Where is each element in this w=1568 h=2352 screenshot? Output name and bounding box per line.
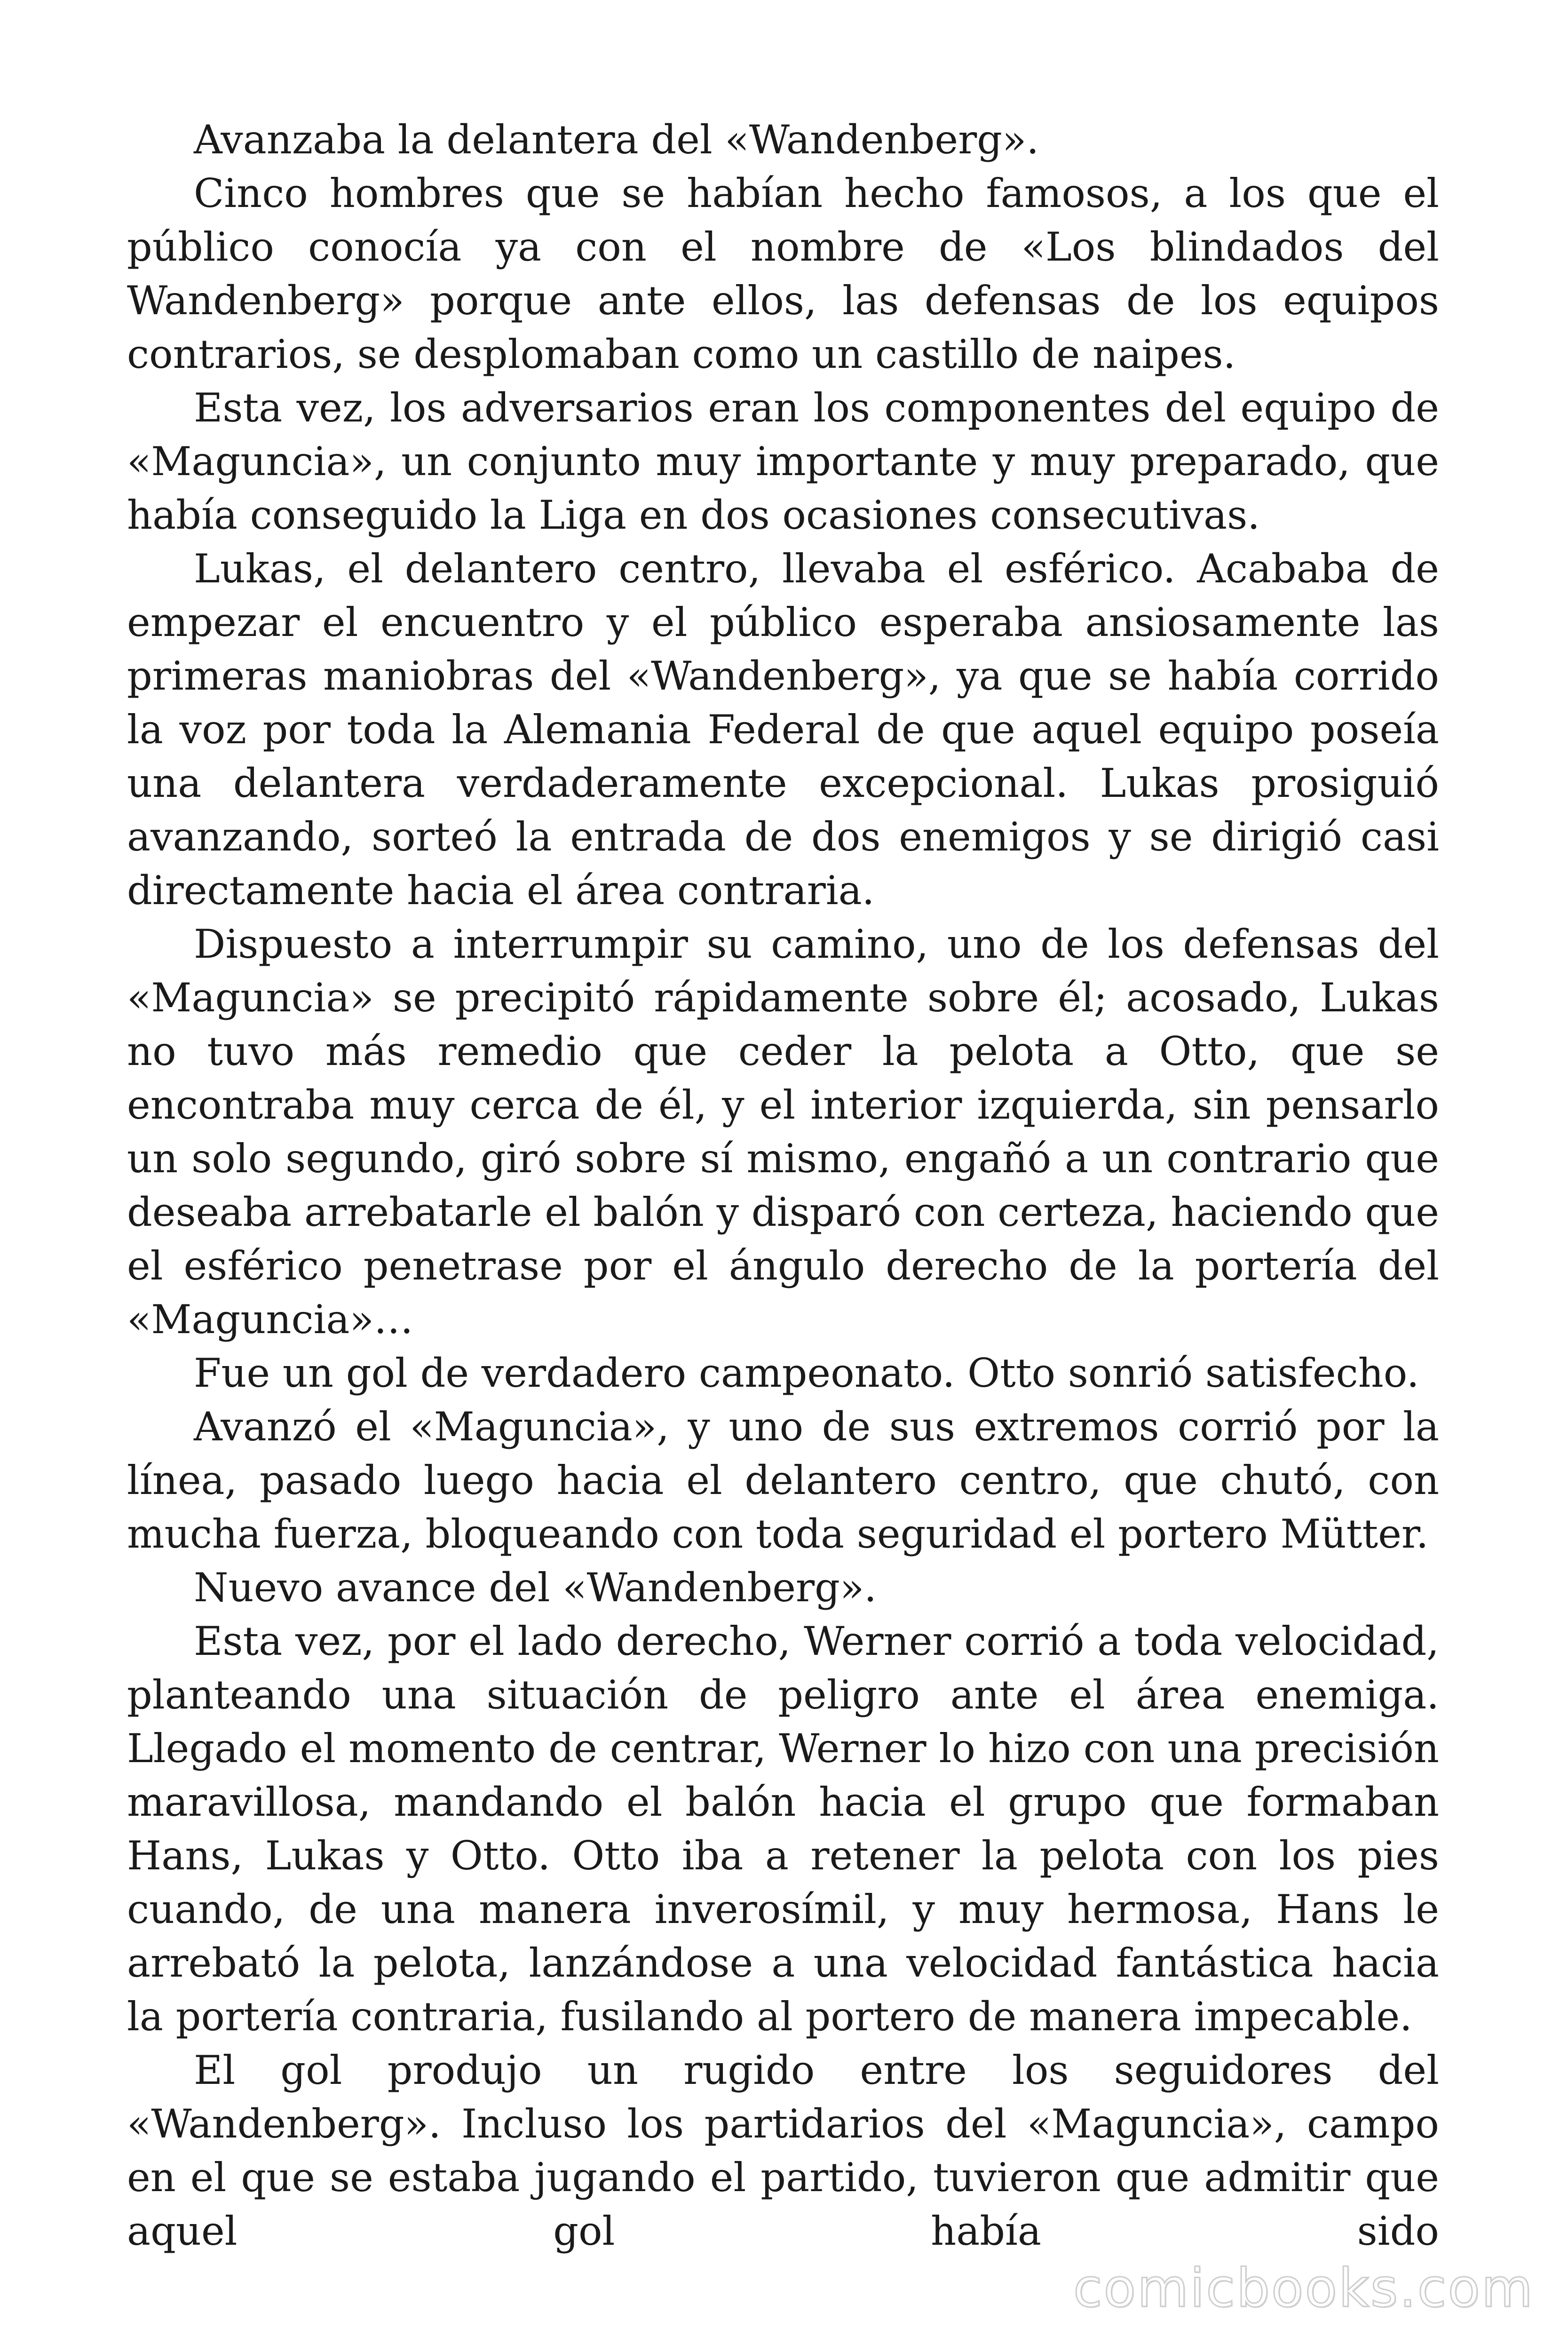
paragraph: Esta vez, los adversarios eran los componentes del equipo de «Maguncia», un conjunto muy importante y muy preparado, que había conseguido la Liga en dos ocasiones consecutivas. [127, 385, 1439, 538]
paragraph: Cinco hombres que se habían hecho famosos, a los que el público conocía ya con el nombre de «Los blindados del Wandenberg» porque ante ellos, las defensas de los equipos contrarios, se desplomaban como un castillo de naipes. [127, 170, 1439, 377]
paragraph: Nuevo avance del «Wandenberg». [194, 1565, 877, 1611]
paragraph: Lukas, el delantero centro, llevaba el esférico. Acababa de empezar el encuentro y el público esperaba ansiosamente las primeras maniobras del «Wandenberg», ya que se había corrido la voz por toda la Alemania Federal de que aquel equipo poseía una delantera verdaderamente excepcional. Lukas prosiguió avanzando, sorteó la entrada de dos enemigos y se dirigió casi directamente hacia el área contraria. [127, 546, 1439, 914]
paragraph: Avanzó el «Maguncia», y uno de sus extremos corrió por la línea, pasado luego hacia el delantero centro, que chutó, con mucha fuerza, bloqueando con toda seguridad el portero Mütter. [127, 1404, 1439, 1557]
watermark: comicbooks.com [1073, 2258, 1534, 2319]
paragraph: El gol produjo un rugido entre los seguidores del «Wandenberg». Incluso los partidarios del «Maguncia», campo en el que se estaba jugando el partido, tuvieron que admitir que aquel gol había sido [127, 2047, 1439, 2254]
paragraph: Esta vez, por el lado derecho, Werner corrió a toda velocidad, planteando una situación de peligro ante el área enemiga. Llegado el momento de centrar, Werner lo hizo con una precisión maravillosa, mandando el balón hacia el grupo que formaban Hans, Lukas y Otto. Otto iba a retener la pelota con los pies cuando, de una manera inverosímil, y muy hermosa, Hans le arrebató la pelota, lanzándose a una velocidad fantástica hacia la portería contraria, fusilando al portero de manera impecable. [127, 1618, 1439, 2040]
paragraph: Fue un gol de verdadero campeonato. Otto sonrió satisfecho. [194, 1350, 1419, 1396]
book-page-text [127, 113, 1439, 2258]
paragraph: Avanzaba la delantera del «Wandenberg». [194, 117, 1039, 163]
paragraph: Dispuesto a interrumpir su camino, uno de los defensas del «Maguncia» se precipitó rápidamente sobre él; acosado, Lukas no tuvo más remedio que ceder la pelota a Otto, que se encontraba muy cerca de él, y el interior izquierda, sin pensarlo un solo segundo, giró sobre sí mismo, engañó a un contrario que deseaba arrebatarle el balón y disparó con certeza, haciendo que el esférico penetrase por el ángulo derecho de la portería del «Maguncia»… [127, 921, 1439, 1343]
